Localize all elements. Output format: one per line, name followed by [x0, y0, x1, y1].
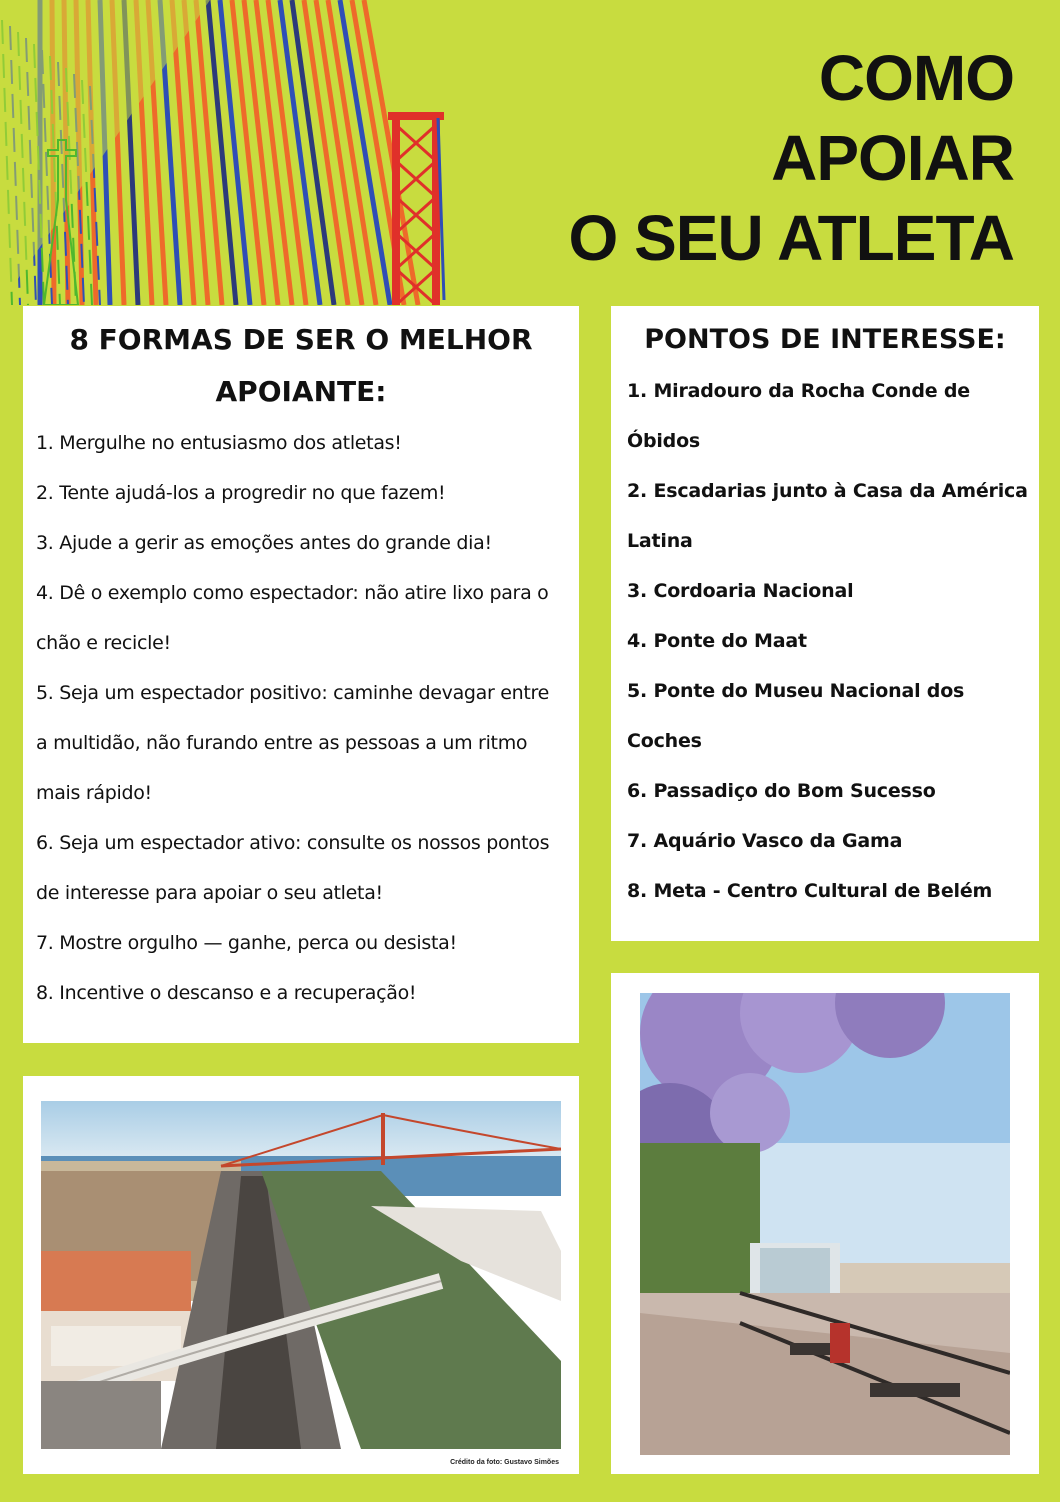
- tips-card: [23, 306, 579, 1043]
- photo-card-viewpoint: [611, 973, 1039, 1474]
- poi-heading: PONTOS DE INTERESSE:: [644, 324, 1006, 355]
- tips-heading: 8 FORMAS DE SER O MELHOR APOIANTE:: [69, 323, 533, 408]
- list-item: 5. Ponte do Museu Nacional dos Coches: [627, 680, 965, 752]
- list-item: 7. Mostre orgulho — ganhe, perca ou desista!: [36, 932, 457, 954]
- bridge-tower-left: [392, 118, 400, 305]
- title-line-1: COMO: [818, 42, 1014, 114]
- title-line-3: O SEU ATLETA: [568, 202, 1014, 274]
- banner-stripe: [340, 0, 390, 305]
- list-item: 6. Passadiço do Bom Sucesso: [627, 780, 936, 802]
- list-item: 2. Escadarias junto à Casa da América Latina: [627, 480, 1028, 552]
- page-title: [454, 38, 1014, 278]
- list-item: 4. Ponte do Maat: [627, 630, 807, 652]
- banner-stripe: [184, 0, 208, 305]
- list-item: 1. Miradouro da Rocha Conde de Óbidos: [627, 380, 970, 452]
- list-item: 3. Ajude a gerir as emoções antes do grande dia!: [36, 532, 492, 554]
- photo-card-aerial: [23, 1076, 579, 1474]
- list-item: 8. Meta - Centro Cultural de Belém: [627, 880, 993, 902]
- list-item: 8. Incentive o descanso e a recuperação!: [36, 982, 417, 1004]
- list-item: 5. Seja um espectador positivo: caminhe devagar entre a multidão, não furando entre as pessoas a um ritmo mais rápido!: [36, 682, 550, 804]
- points-of-interest-card: [611, 306, 1039, 941]
- bridge-tower-top: [388, 112, 444, 120]
- list-item: 2. Tente ajudá-los a progredir no que fazem!: [36, 482, 446, 504]
- banner-stripe: [328, 0, 376, 305]
- list-item: 4. Dê o exemplo como espectador: não atire lixo para o chão e recicle!: [36, 582, 549, 654]
- aerial-bridge-photo: [41, 1101, 561, 1449]
- tips-list: [23, 418, 579, 1018]
- title-line-2: APOIAR: [771, 122, 1014, 194]
- viewpoint-photo: [640, 993, 1010, 1455]
- list-item: 3. Cordoaria Nacional: [627, 580, 854, 602]
- banner-illustration: [0, 0, 470, 305]
- poi-list: [611, 366, 1039, 916]
- photo-credit: Crédito da foto: Gustavo Simões: [450, 1459, 559, 1466]
- list-item: 1. Mergulhe no entusiasmo dos atletas!: [36, 432, 402, 454]
- list-item: 6. Seja um espectador ativo: consulte os nossos pontos de interesse para apoiar o seu atleta!: [36, 832, 550, 904]
- banner-stripe: [196, 0, 222, 305]
- list-item: 7. Aquário Vasco da Gama: [627, 830, 903, 852]
- banner-stripe: [364, 0, 418, 305]
